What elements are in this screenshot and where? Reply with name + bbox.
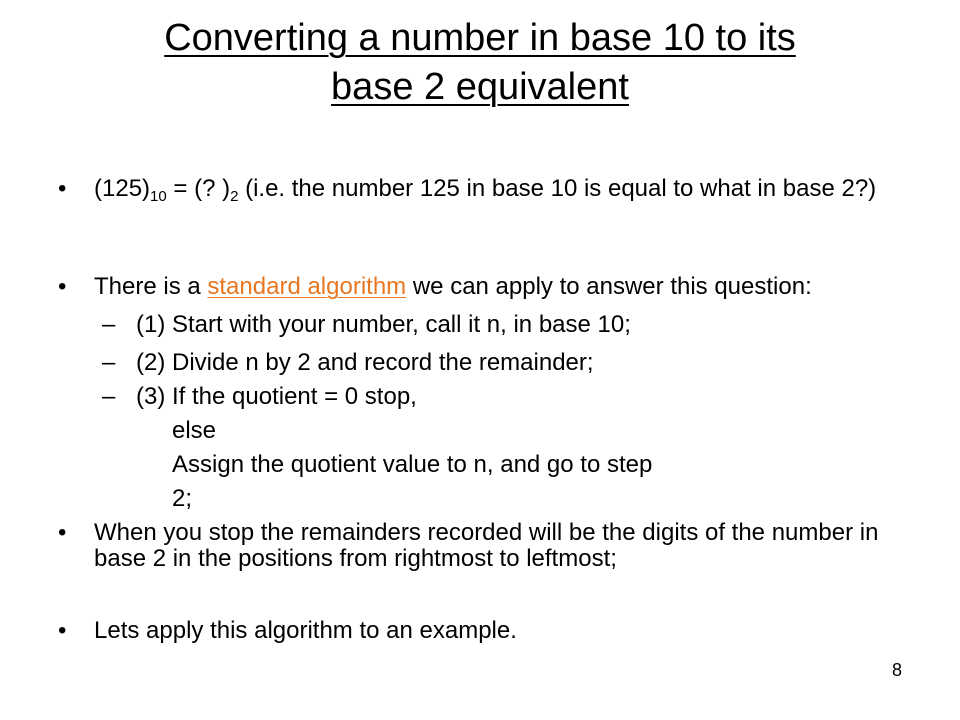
bullet-text (94, 274, 904, 300)
bullet-text: Lets apply this algorithm to an example. (94, 617, 517, 644)
number-125: (125) (94, 175, 151, 202)
subscript-10: 10 (150, 188, 167, 205)
bullet-text (94, 175, 904, 205)
intro-text: There is a (94, 273, 208, 300)
dash-marker: – (102, 383, 116, 410)
step-text: (3) If the quotient = 0 stop, (136, 383, 417, 410)
dash-marker: – (102, 311, 116, 338)
equals-unknown: = (? ) (166, 175, 231, 202)
subscript-2: 2 (230, 188, 239, 205)
intro-text-end: we can apply to answer this question: (406, 273, 812, 300)
step-3-assign: Assign the quotient value to n, and go to step (172, 451, 653, 478)
title-line-2: base 2 equivalent (331, 66, 629, 108)
bullet-text: When you stop the remainders recorded will be the digits of the number in base 2 in the positions from rightmost to leftmost; (94, 519, 879, 572)
bullet-marker: • (58, 617, 67, 644)
step-3-goto: 2; (172, 485, 193, 512)
page-number: 8 (891, 660, 902, 680)
bullet-marker: • (58, 175, 67, 202)
step-text: (2) Divide n by 2 and record the remainder; (136, 349, 594, 376)
slide-title (60, 14, 900, 112)
dash-marker: – (102, 349, 116, 376)
title-line-1: Converting a number in base 10 to its (164, 17, 796, 59)
standard-algorithm-link[interactable]: standard algorithm (207, 273, 407, 300)
step-text: (1) Start with your number, call it n, in base 10; (136, 311, 631, 338)
question-explanation: (i.e. the number 125 in base 10 is equal to what in base 2?) (238, 175, 877, 202)
bullet-marker: • (58, 273, 67, 300)
step-3-else: else (172, 417, 217, 444)
bullet-marker: • (58, 519, 67, 546)
